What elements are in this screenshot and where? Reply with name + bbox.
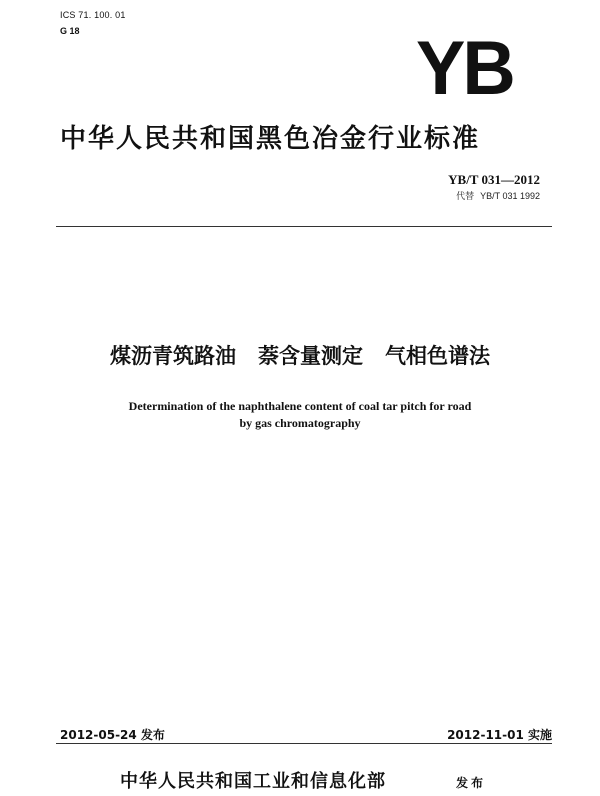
chinese-title-part-2: 萘含量测定 (258, 344, 363, 368)
industry-standard-title: 中华人民共和国黑色冶金行业标准 (60, 124, 481, 154)
english-title (60, 398, 540, 432)
english-title-line-1: Determination of the naphthalene content of coal tar pitch for road (128, 399, 472, 413)
publish-date: 2012-05-24 发布 (60, 728, 165, 742)
ics-code: ICS 71. 100. 01 (60, 10, 126, 20)
replaces-number: YB/T 031 1992 (480, 191, 540, 201)
chinese-title-part-3: 气相色谱法 (385, 344, 490, 368)
english-title-line-2: by gas chromatography (239, 416, 361, 430)
implementation-date: 2012-11-01 实施 (447, 728, 552, 742)
bottom-divider (56, 743, 552, 744)
issue-label: 发布 (456, 776, 487, 790)
standard-number: YB/T 031—2012 (448, 172, 540, 187)
classification-code: G 18 (60, 26, 80, 36)
issuing-authority: 中华人民共和国工业和信息化部 (120, 771, 386, 792)
replaces-label: 代替 (456, 192, 475, 202)
yb-logo: YB (416, 24, 513, 111)
chinese-title-part-1: 煤沥青筑路油 (110, 344, 236, 368)
chinese-title (40, 343, 560, 369)
replaces-line (456, 191, 540, 203)
top-divider (56, 226, 552, 227)
